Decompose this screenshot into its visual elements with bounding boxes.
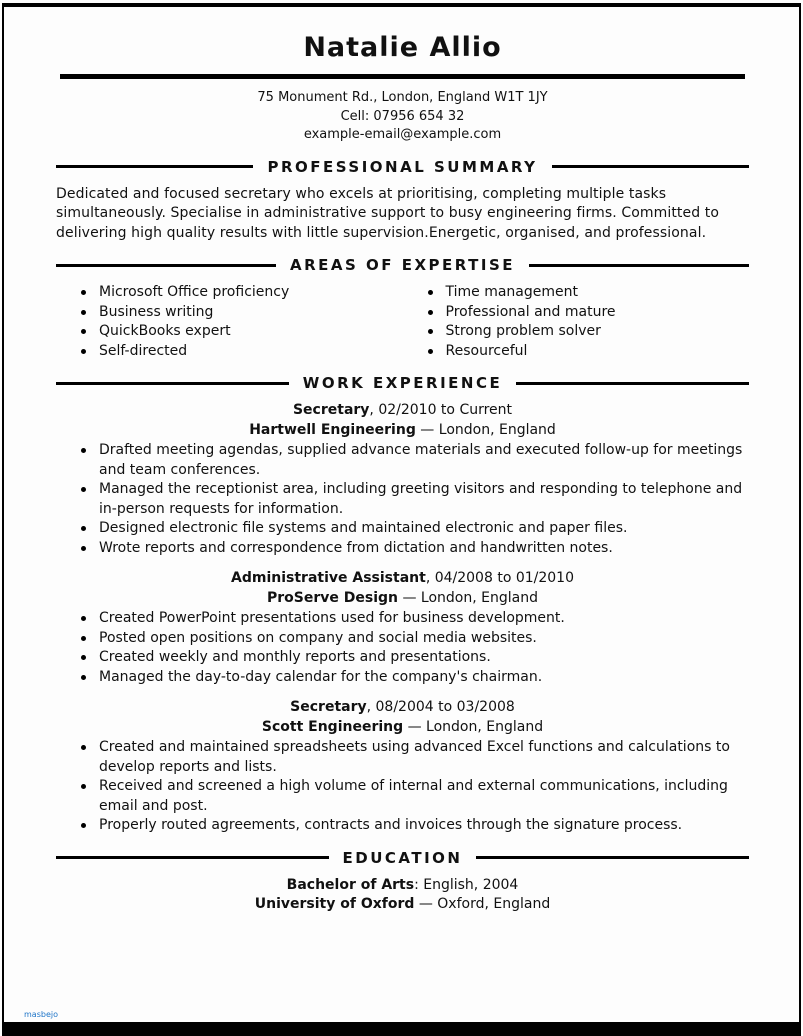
list-item [428,303,750,323]
job-bullet-text: Managed the receptionist area, including greeting visitors and responding to telephone and in-person requests for information. [99,481,743,517]
list-item [428,283,750,303]
job-entry [56,569,749,687]
job-dates: , 04/2008 to 01/2010 [425,570,574,586]
job-company-line [56,589,749,609]
job-role-line [56,569,749,589]
job-bullet [81,441,749,480]
job-bullet-text: Posted open positions on company and social media websites. [99,629,537,646]
list-item-label: Self-directed [99,342,188,359]
job-bullet-text: Created weekly and monthly reports and presentations. [99,649,491,665]
job-bullet-text: Properly routed agreements, contracts and invoices through the signature process. [99,817,683,833]
bullet-icon [428,329,433,334]
job-bullet [81,609,749,629]
section-title-expertise: AREAS OF EXPERTISE [289,256,516,274]
rule-right [476,856,749,859]
bullet-icon [81,675,86,680]
job-bullet [81,648,749,668]
list-item-label: Professional and mature [445,303,616,320]
bullet-icon [428,310,433,315]
page-frame [2,3,801,1036]
section-title-education: EDUCATION [342,848,463,867]
list-item [81,303,403,323]
job-bullet [81,539,749,559]
job-company-line [56,421,749,441]
expertise-left-column [56,283,403,361]
job-bullet-text: Drafted meeting agendas, supplied advance materials and executed follow-up for meetings and team conferences. [99,442,743,478]
bullet-icon [81,655,86,660]
bullet-icon [81,487,86,492]
job-bullet-text: Designed electronic file systems and maintained electronic and paper files. [99,520,628,536]
rule-left [56,165,253,168]
job-location: — London, England [415,421,556,438]
education-degree-detail: : English, 2004 [414,876,519,893]
job-location: — London, England [403,718,544,735]
job-bullet-text: Created and maintained spreadsheets using advanced Excel functions and calculations to develop reports and lists. [99,739,730,775]
job-bullet [81,629,749,649]
summary-text: Dedicated and focused secretary who excels at prioritising, completing multiple tasks simultaneously. Specialise in administrative support to busy engineering firms. Committed to delivering high quality results with little supervision.Energetic, organised, and professional. [56,185,720,241]
job-company: Scott Engineering [261,718,404,735]
job-bullet [81,668,749,688]
list-item-label: QuickBooks expert [99,323,231,339]
bullet-icon [81,784,86,789]
job-bullet [81,816,749,836]
bullet-icon [81,310,86,315]
section-title-summary: PROFESSIONAL SUMMARY [267,157,538,176]
list-item-label: Microsoft Office proficiency [99,284,290,300]
job-role: Administrative Assistant [231,570,426,586]
rule-left [56,856,329,859]
rule-left [56,264,276,267]
job-bullet-text: Created PowerPoint presentations used for business development. [99,610,565,626]
job-bullet-text: Managed the day-to-day calendar for the company's chairman. [99,668,543,685]
rule-right [552,165,749,168]
section-header-summary [56,158,749,176]
list-item [428,322,750,342]
job-bullet [81,777,749,816]
job-role-line [56,401,749,421]
list-item [81,342,403,362]
bullet-icon [81,349,86,354]
bullet-icon [81,636,86,641]
contact-block [56,89,749,145]
job-bullet [81,738,749,777]
list-item-label: Strong problem solver [445,323,601,339]
job-bullet-text: Received and screened a high volume of internal and external communications, including email and post. [99,778,728,814]
bullet-icon [81,526,86,531]
bullet-icon [428,349,433,354]
list-item-label: Time management [445,284,578,300]
job-company: ProServe Design [267,589,399,606]
list-item [81,322,403,342]
section-title-experience: WORK EXPERIENCE [302,374,503,392]
section-header-expertise [56,256,749,274]
rule-left [56,382,289,385]
contact-email: example-email@example.com [303,127,502,142]
list-item [428,342,750,362]
job-dates: , 02/2010 to Current [369,402,513,418]
education-degree: Bachelor of Arts [286,876,415,893]
bullet-icon [81,329,86,334]
education-school-line [56,895,749,915]
bullet-icon [81,616,86,621]
job-bullet [81,519,749,539]
list-item-label: Business writing [99,303,214,320]
education-school: University of Oxford [254,896,415,912]
bullet-icon [81,290,86,295]
job-bullet [81,480,749,519]
bullet-icon [81,546,86,551]
contact-address: 75 Monument Rd., London, England W1T 1JY [257,90,548,105]
section-header-education [56,849,749,867]
contact-cell: Cell: 07956 654 32 [340,108,465,124]
rule-right [529,264,749,267]
job-location: — London, England [398,589,538,606]
resume-content [4,7,799,915]
bullet-icon [81,823,86,828]
education-degree-line [56,876,749,896]
job-role-line [56,698,749,718]
section-header-experience [56,374,749,392]
job-dates: , 08/2004 to 03/2008 [366,699,515,715]
rule-right [516,382,749,385]
job-entry [56,401,749,558]
watermark-text: masbejo [24,1010,58,1019]
job-company-line [56,718,749,738]
header-double-rule [60,74,745,79]
candidate-name: Natalie Allio [303,32,502,63]
job-role: Secretary [290,699,367,715]
list-item [81,283,403,303]
job-company: Hartwell Engineering [249,421,416,438]
list-item-label: Resourceful [445,342,528,359]
job-role: Secretary [292,402,370,418]
expertise-right-column [403,283,750,361]
job-bullet-text: Wrote reports and correspondence from dictation and handwritten notes. [99,539,613,556]
job-entry [56,698,749,836]
bullet-icon [81,448,86,453]
bullet-icon [428,290,433,295]
education-school-location: — Oxford, England [414,896,551,912]
expertise-columns [56,283,749,361]
bullet-icon [81,745,86,750]
